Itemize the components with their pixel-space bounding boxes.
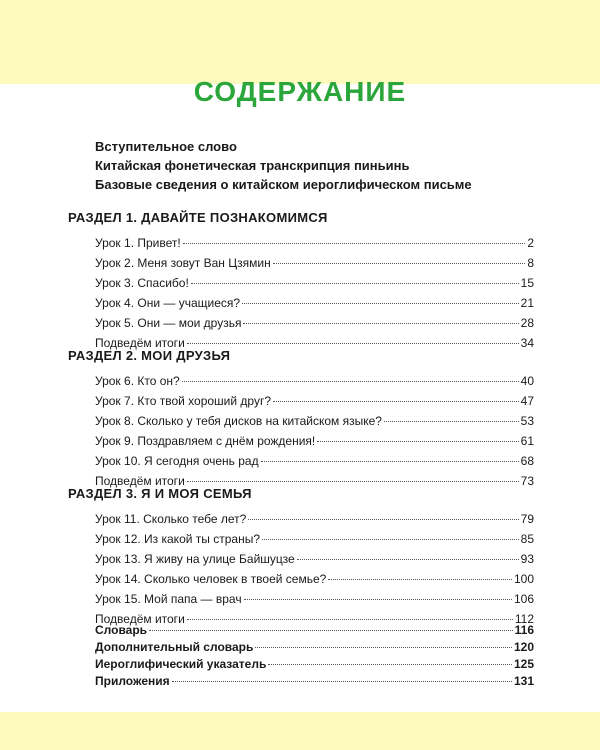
dot-leader [187,481,519,482]
entry-label: Дополнительный словарь [95,640,254,654]
dot-leader [244,599,512,600]
section-title: РАЗДЕЛ 1. ДАВАЙТЕ ПОЗНАКОМИМСЯ [68,210,328,225]
toc-entry[interactable] [68,392,534,412]
entry-page: 85 [520,532,534,546]
entry-page: 79 [520,512,534,526]
toc-entry[interactable] [68,550,534,570]
entry-page: 68 [520,454,534,468]
section-1 [68,210,534,354]
entry-label: Урок 8. Сколько у тебя дисков на китайском языке? [95,414,382,428]
toc-entry[interactable] [68,530,534,550]
toc-entry[interactable] [68,254,534,274]
dot-leader [317,441,518,442]
dot-leader [149,630,513,631]
intro-item-foreword[interactable]: Вступительное слово [95,139,237,154]
entry-page: 8 [527,256,534,270]
entry-label: Подведём итоги [95,336,185,350]
entry-label: Урок 7. Кто твой хороший друг? [95,394,272,408]
entry-page: 47 [520,394,534,408]
dot-leader [183,243,526,244]
entry-page: 131 [513,674,534,688]
entry-label: Подведём итоги [95,474,185,488]
toc-entry[interactable] [68,590,534,610]
entry-label: Урок 13. Я живу на улице Байшуцзе [95,552,295,566]
toc-entry[interactable] [68,432,534,452]
entry-label: Приложения [95,674,170,688]
entry-label: Урок 6. Кто он? [95,374,180,388]
dot-leader [243,323,518,324]
dot-leader [268,664,512,665]
entry-label: Урок 2. Меня зовут Ван Цзямин [95,256,271,270]
dot-leader [262,539,519,540]
entry-label: Словарь [95,623,148,637]
toc-entry[interactable] [68,570,534,590]
entry-page: 112 [514,612,534,626]
dot-leader [328,579,512,580]
toc-entry[interactable] [68,314,534,334]
toc-entry-extra-dictionary[interactable] [68,639,534,656]
intro-item-pinyin[interactable]: Китайская фонетическая транскрипция пиньинь [95,158,410,173]
dot-leader [191,283,519,284]
dot-leader [273,401,519,402]
entry-label: Урок 12. Из какой ты страны? [95,532,260,546]
entry-label: Урок 3. Спасибо! [95,276,189,290]
dot-leader [255,647,512,648]
toc-entry[interactable] [68,294,534,314]
entry-page: 28 [520,316,534,330]
toc-entry-appendices[interactable] [68,673,534,690]
entry-page: 34 [520,336,534,350]
entry-page: 21 [520,296,534,310]
toc-entry[interactable] [68,234,534,254]
appendix-list [68,622,534,690]
entry-page: 125 [513,657,534,671]
dot-leader [187,343,519,344]
entry-page: 73 [520,474,534,488]
toc-entry-dictionary[interactable] [68,622,534,639]
section-title: РАЗДЕЛ 2. МОИ ДРУЗЬЯ [68,348,231,363]
toc-entry[interactable] [68,510,534,530]
toc-entry[interactable] [68,274,534,294]
entry-page: 120 [513,640,534,654]
entry-label: Подведём итоги [95,612,185,626]
dot-leader [242,303,519,304]
dot-leader [273,263,526,264]
entry-page: 61 [520,434,534,448]
entry-label: Урок 14. Сколько человек в твоей семье? [95,572,327,586]
intro-item-hieroglyph-basics[interactable]: Базовые сведения о китайском иероглифическом письме [95,177,472,192]
dot-leader [297,559,519,560]
dot-leader [182,381,519,382]
section-2 [68,348,534,492]
entry-page: 2 [527,236,534,250]
dot-leader [261,461,519,462]
entry-label: Урок 5. Они — мои друзья [95,316,242,330]
entry-label: Иероглифический указатель [95,657,267,671]
entry-page: 116 [514,623,534,637]
dot-leader [248,519,518,520]
toc-entry[interactable] [68,372,534,392]
dot-leader [384,421,519,422]
toc-entry[interactable] [68,412,534,432]
intro-list [95,137,555,194]
section-title: РАЗДЕЛ 3. Я И МОЯ СЕМЬЯ [68,486,252,501]
entry-label: Урок 10. Я сегодня очень рад [95,454,259,468]
entry-page: 93 [520,552,534,566]
entry-page: 40 [520,374,534,388]
toc-entry-hieroglyph-index[interactable] [68,656,534,673]
page-title: СОДЕРЖАНИЕ [193,76,407,107]
entry-page: 106 [513,592,534,606]
entry-label: Урок 4. Они — учащиеся? [95,296,241,310]
entry-label: Урок 11. Сколько тебе лет? [95,512,247,526]
dot-leader [172,681,512,682]
entry-page: 15 [520,276,534,290]
entry-label: Урок 15. Мой папа — врач [95,592,242,606]
dot-leader [187,619,513,620]
entry-label: Урок 1. Привет! [95,236,181,250]
section-3 [68,486,534,630]
entry-page: 53 [520,414,534,428]
toc-entry[interactable] [68,452,534,472]
entry-page: 100 [513,572,534,586]
entry-label: Урок 9. Поздравляем с днём рождения! [95,434,316,448]
